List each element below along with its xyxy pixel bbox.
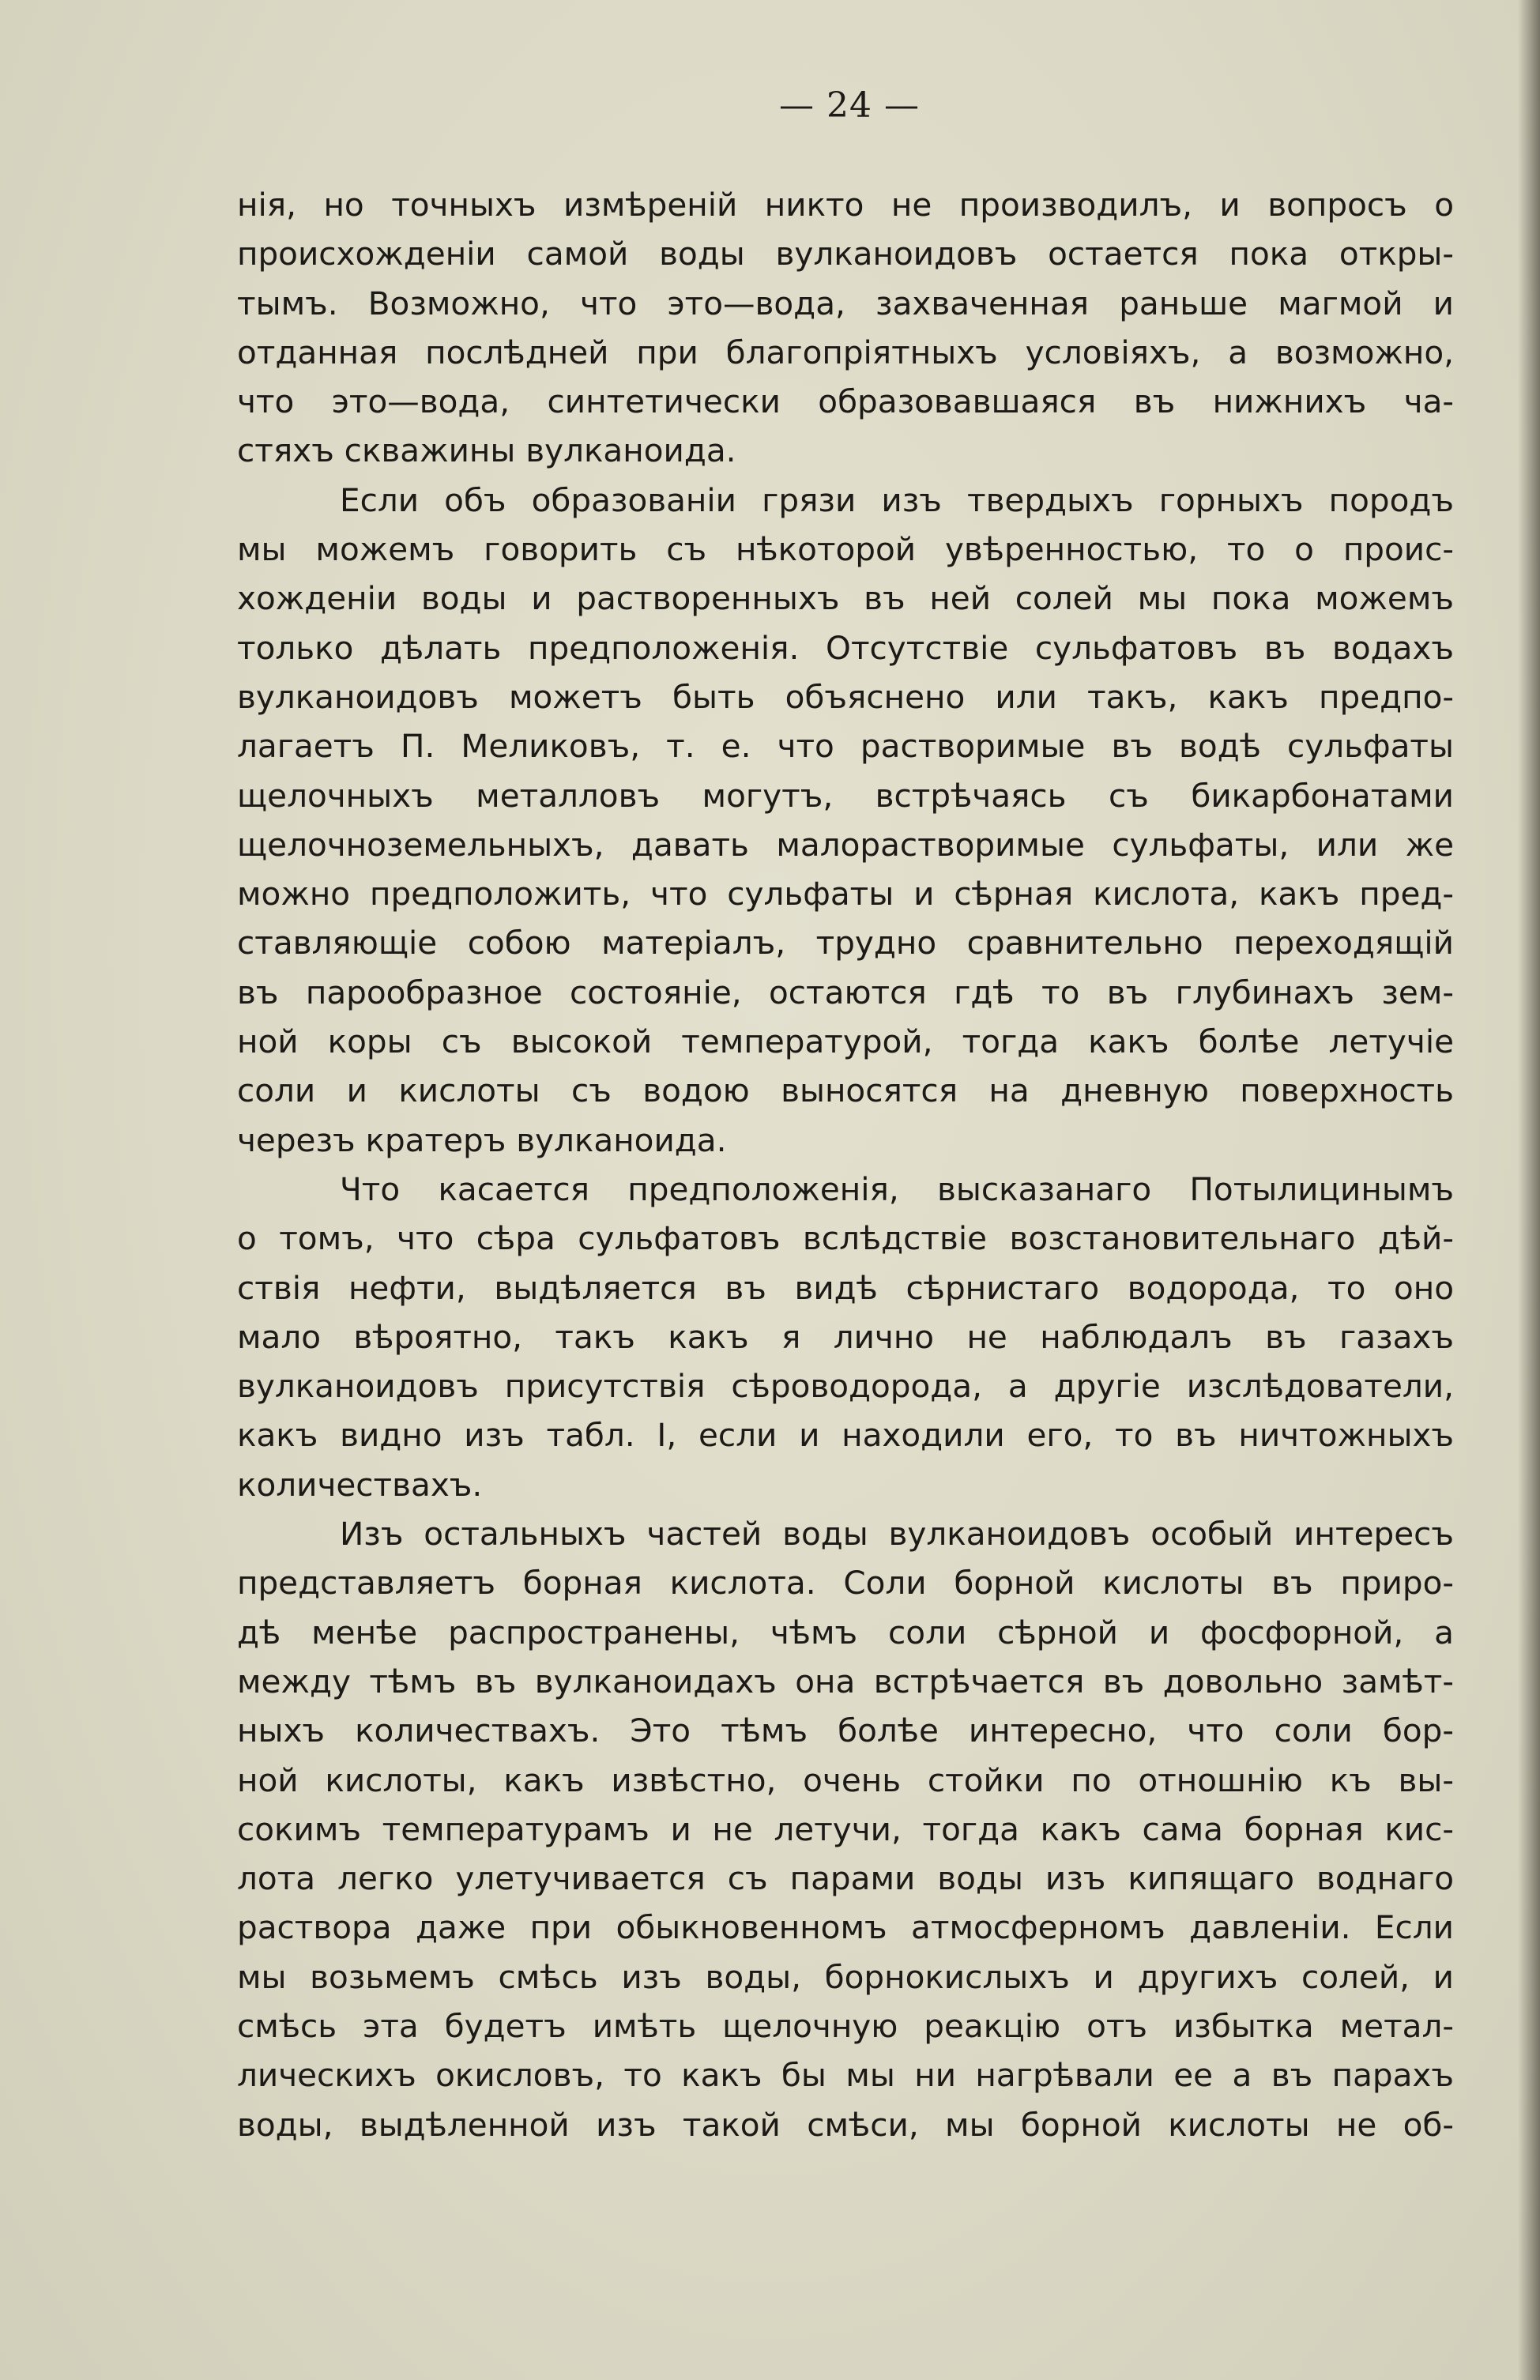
text-line: вулканоидовъ можетъ быть объяснено или такъ, какъ предпо- [237,677,1454,716]
text-line: лота легко улетучивается съ парами воды изъ кипящаго воднаго [237,1859,1454,1898]
text-line: вулканоидовъ присутствія сѣроводорода, а другіе изслѣдователи, [237,1367,1454,1406]
body-text [237,180,1454,2149]
text-line: ныхъ количествахъ. Это тѣмъ болѣе интересно, что соли бор- [237,1712,1454,1750]
text-line: тымъ. Возможно, что это—вода, захваченная раньше магмой и [237,284,1454,322]
text-line: количествахъ. [237,1465,483,1504]
text-line: щелочныхъ металловъ могутъ, встрѣчаясь съ бикарбонатами [237,776,1454,815]
text-line: ной коры съ высокой температурой, тогда какъ болѣе летучіе [237,1022,1454,1061]
text-line: сокимъ температурамъ и не летучи, тогда какъ сама борная кис- [237,1809,1454,1848]
text-line: ствія нефти, выдѣляется въ видѣ сѣрнистаго водорода, то оно [237,1268,1454,1307]
text-line: дѣ менѣе распространены, чѣмъ соли сѣрной и фосфорной, а [237,1613,1454,1651]
text-line: стяхъ скважины вулканоида. [237,431,736,470]
text-line: мы возьмемъ смѣсь изъ воды, борнокислыхъ и другихъ солей, и [237,1957,1454,1996]
text-line: какъ видно изъ табл. I, если и находили его, то въ ничтожныхъ [237,1416,1454,1455]
text-line: въ парообразное состояніе, остаются гдѣ то въ глубинахъ зем- [237,973,1454,1011]
text-line: что это—вода, синтетически образовавшаяся въ нижнихъ ча- [237,382,1454,421]
text-line: мы можемъ говорить съ нѣкоторой увѣренностью, то о проис- [237,530,1454,569]
text-line: происхожденіи самой воды вулканоидовъ остается пока откры- [237,235,1454,273]
text-line: ставляющіе собою матеріалъ, трудно сравнительно переходящій [237,924,1454,962]
paragraph-2 [237,476,1454,1165]
paragraph-3 [237,1165,1454,1509]
text-line: можно предположить, что сульфаты и сѣрная кислота, какъ пред- [237,875,1454,913]
text-line: мало вѣроятно, такъ какъ я лично не наблюдалъ въ газахъ [237,1317,1454,1356]
text-line: Изъ остальныхъ частей воды вулканоидовъ особый интересъ [340,1515,1454,1553]
text-line: отданная послѣдней при благопріятныхъ условіяхъ, а возможно, [237,333,1454,371]
text-line: раствора даже при обыкновенномъ атмосферномъ давленіи. Если [237,1908,1454,1947]
text-line: ной кислоты, какъ извѣстно, очень стойки по отношнію къ вы- [237,1761,1454,1799]
text-line: соли и кислоты съ водою выносятся на дневную поверхность [237,1071,1454,1110]
paragraph-4 [237,1509,1454,2149]
text-line: хожденіи воды и растворенныхъ въ ней солей мы пока можемъ [237,579,1454,618]
text-line: черезъ кратеръ вулканоида. [237,1120,727,1159]
text-line: смѣсь эта будетъ имѣть щелочную реакцію отъ избытка метал- [237,2006,1454,2045]
text-line: между тѣмъ въ вулканоидахъ она встрѣчается въ довольно замѣт- [237,1662,1454,1700]
text-line: о томъ, что сѣра сульфатовъ вслѣдствіе возстановительнаго дѣй- [237,1219,1454,1258]
text-line: нія, но точныхъ измѣреній никто не производилъ, и вопросъ о [237,186,1454,224]
text-line: представляетъ борная кислота. Соли борной кислоты въ приро- [237,1564,1454,1602]
paragraph-1 [237,180,1454,476]
text-line: только дѣлать предположенія. Отсутствіе сульфатовъ въ водахъ [237,628,1454,667]
text-line: Если объ образованіи грязи изъ твердыхъ горныхъ породъ [340,480,1454,519]
text-line: щелочноземельныхъ, давать малорастворимые сульфаты, или же [237,825,1454,864]
text-line: лическихъ окисловъ, то какъ бы мы ни нагрѣвали ее а въ парахъ [237,2056,1454,2095]
text-line: лагаетъ П. Меликовъ, т. е. что растворимые въ водѣ сульфаты [237,727,1454,766]
text-line: воды, выдѣленной изъ такой смѣси, мы борной кислоты не об- [237,2105,1454,2144]
page-number: — 24 — [779,85,920,126]
text-line: Что касается предположенія, высказанаго Потылицинымъ [340,1169,1454,1208]
